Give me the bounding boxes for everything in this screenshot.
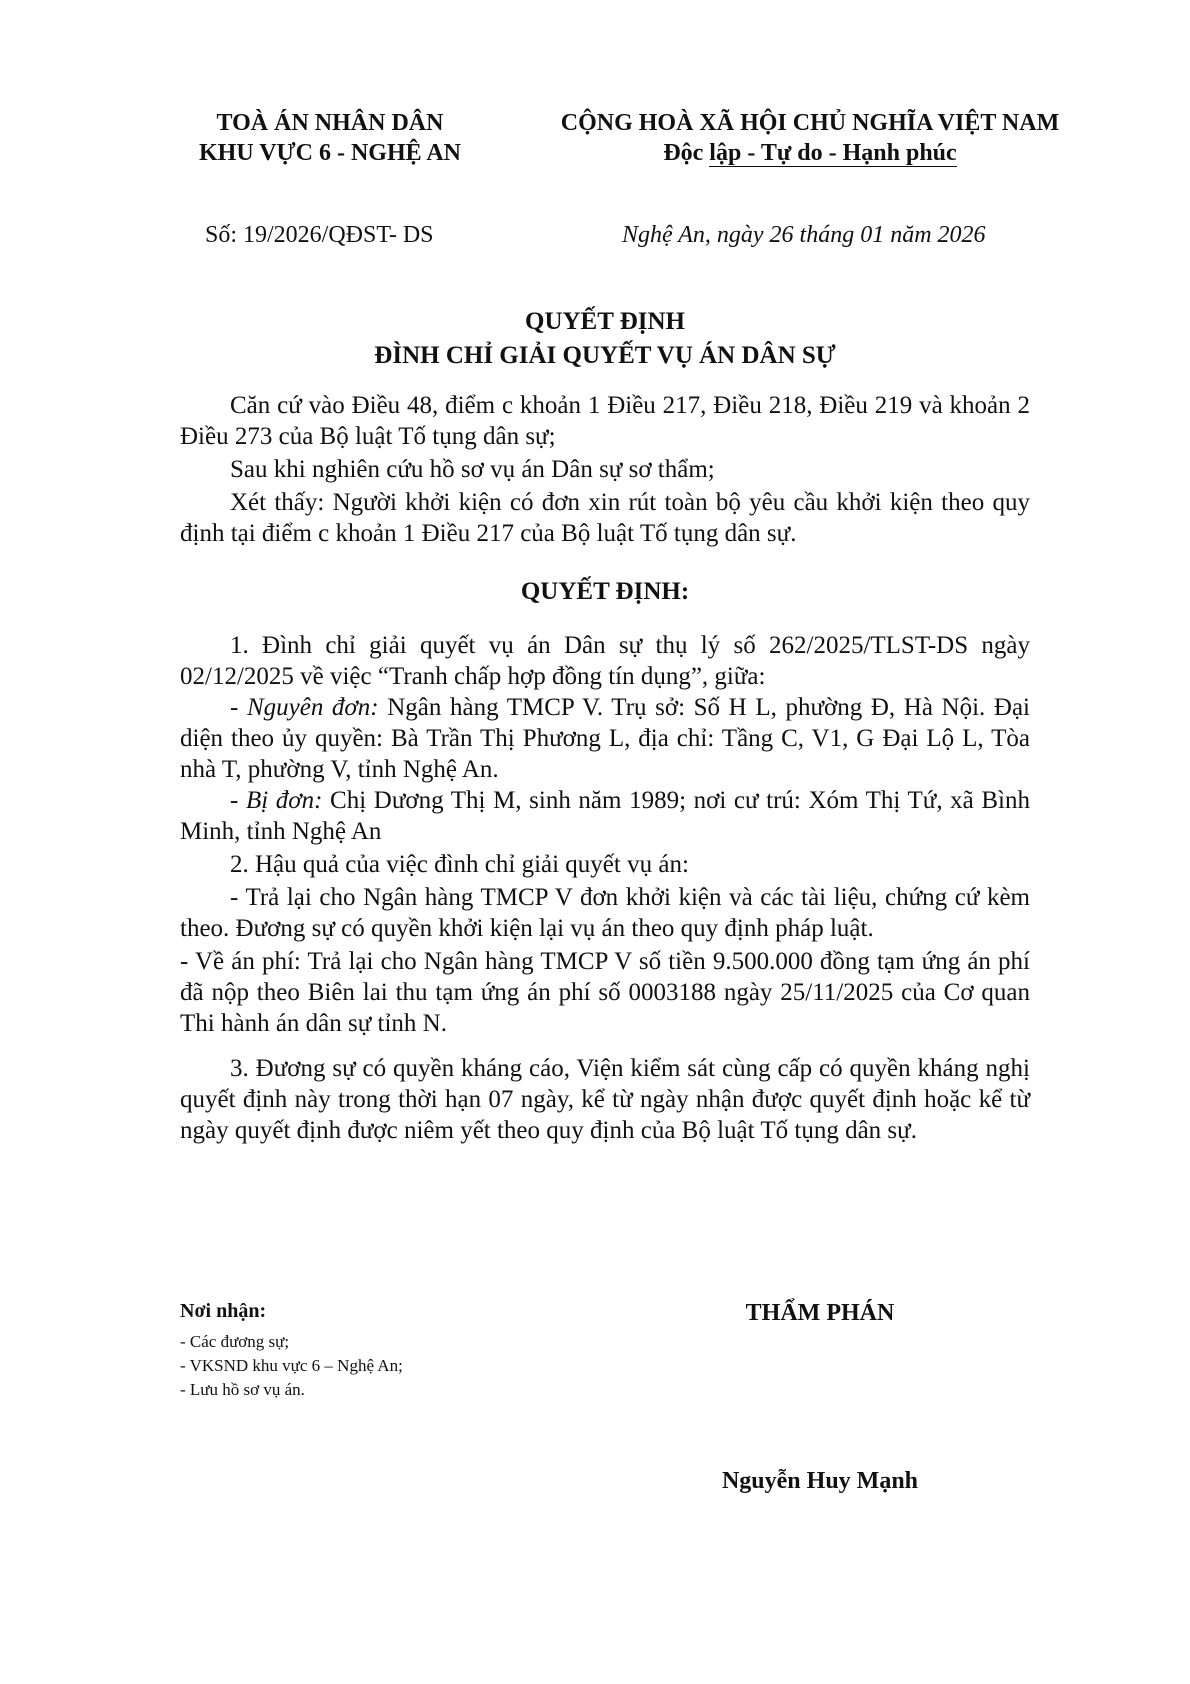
document-title [180, 305, 1030, 373]
recipient-item: - Lưu hồ sơ vụ án. [180, 1380, 305, 1399]
court-line-1: TOÀ ÁN NHÂN DÂN [216, 110, 444, 136]
decision-body [180, 630, 1030, 1148]
title-line-2: ĐÌNH CHỈ GIẢI QUYẾT VỤ ÁN DÂN SỰ [374, 342, 836, 369]
court-name [180, 108, 480, 168]
plaintiff-label: Nguyên đơn: [246, 694, 379, 721]
judge-title: THẨM PHÁN [745, 1300, 895, 1326]
recipient-item: - VKSND khu vực 6 – Nghệ An; [180, 1356, 403, 1375]
plaintiff-paragraph: - Nguyên đơn: Ngân hàng TMCP V. Trụ sở: Số H L, phường Đ, Hà Nội. Đại diện theo ủy quyền: Bà Trần Thị Phương L, địa chỉ: Tầng C, V1, G Đại Lộ L, Tòa nhà T, phường V, tỉnh Nghệ An. [180, 694, 1030, 783]
recipient-item: - Các đương sự; [180, 1332, 290, 1351]
decision-item-2: 2. Hậu quả của việc đình chỉ giải quyết vụ án: [230, 851, 689, 878]
judge-name: Nguyễn Huy Mạnh [721, 1468, 919, 1494]
title-line-1: QUYẾT ĐỊNH [525, 308, 685, 335]
motto-underlined: lập - Tự do - Hạnh phúc [709, 140, 957, 166]
place-date: Nghệ An, ngày 26 tháng 01 năm 2026 [622, 222, 986, 248]
national-header [520, 108, 1100, 168]
basis-paragraph: Căn cứ vào Điều 48, điểm c khoản 1 Điều 217, Điều 218, Điều 219 và khoản 2 Điều 273 của Bộ luật Tố tụng dân sự; [180, 392, 1030, 450]
defendant-text: Chị Dương Thị M, sinh năm 1989; nơi cư trú: Xóm Thị Tứ, xã Bình Minh, tỉnh Nghệ An [180, 787, 1031, 845]
decision-item-3: 3. Đương sự có quyền kháng cáo, Viện kiểm sát cùng cấp có quyền kháng nghị quyết định này trong thời hạn 07 ngày, kể từ ngày nhận được quyết định hoặc kể từ ngày quyết định được niêm yết theo quy định của Bộ luật Tố tụng dân sự. [180, 1055, 1030, 1144]
motto-prefix: Độc [663, 140, 710, 166]
return-documents-paragraph: - Trả lại cho Ngân hàng TMCP V đơn khởi kiện và các tài liệu, chứng cứ kèm theo. Đương sự có quyền khởi kiện lại vụ án theo quy định pháp luật. [180, 884, 1030, 942]
motto [520, 138, 1100, 168]
preamble [180, 390, 1030, 551]
document-number: Số: 19/2026/QĐST- DS [205, 222, 434, 248]
review-paragraph: Sau khi nghiên cứu hồ sơ vụ án Dân sự sơ thẩm; [230, 456, 715, 483]
defendant-paragraph: - Bị đơn: Chị Dương Thị M, sinh năm 1989; nơi cư trú: Xóm Thị Tứ, xã Bình Minh, tỉnh Nghệ An [180, 787, 1031, 845]
decision-item-1: 1. Đình chỉ giải quyết vụ án Dân sự thụ lý số 262/2025/TLST-DS ngày 02/12/2025 về việc “Tranh chấp hợp đồng tín dụng”, giữa: [180, 632, 1030, 690]
court-line-2: KHU VỰC 6 - NGHỆ AN [198, 140, 461, 166]
nation-name: CỘNG HOÀ XÃ HỘI CHỦ NGHĨA VIỆT NAM [560, 110, 1060, 136]
defendant-label: Bị đơn: [245, 787, 323, 814]
finding-paragraph: Xét thấy: Người khởi kiện có đơn xin rút toàn bộ yêu cầu khởi kiện theo quy định tại điểm c khoản 1 Điều 217 của Bộ luật Tố tụng dân sự. [180, 489, 1030, 547]
recipients-title: Nơi nhận: [180, 1300, 267, 1322]
recipients-list [180, 1330, 403, 1402]
court-fee-paragraph: - Về án phí: Trả lại cho Ngân hàng TMCP V số tiền 9.500.000 đồng tạm ứng án phí đã nộp theo Biên lai thu tạm ứng án phí số 0003188 ngày 25/11/2025 của Cơ quan Thi hành án dân sự tỉnh N. [180, 948, 1030, 1037]
plaintiff-text: Ngân hàng TMCP V. Trụ sở: Số H L, phường Đ, Hà Nội. Đại diện theo ủy quyền: Bà Trần Thị Phương L, địa chỉ: Tầng C, V1, G Đại Lộ L, Tòa nhà T, phường V, tỉnh Nghệ An. [180, 694, 1030, 783]
decision-heading: QUYẾT ĐỊNH: [520, 578, 690, 605]
